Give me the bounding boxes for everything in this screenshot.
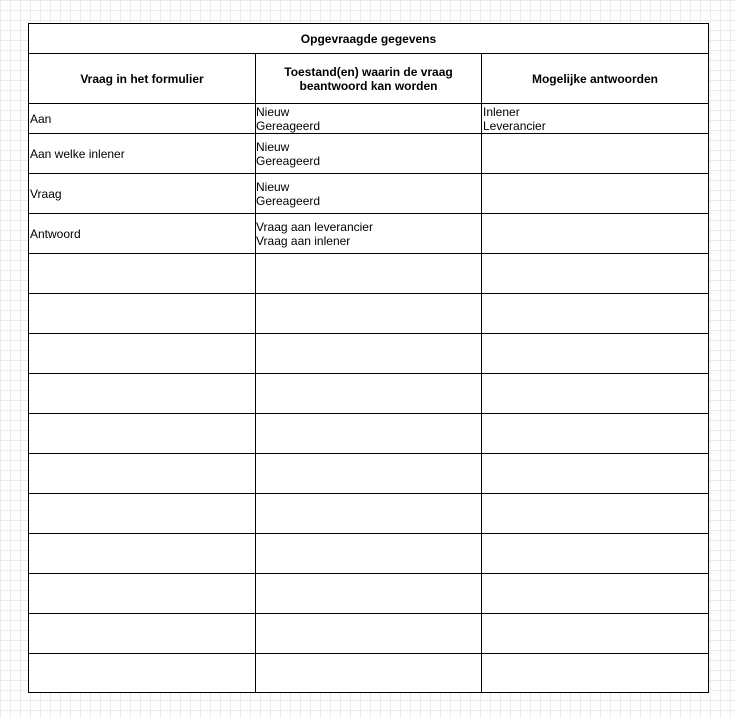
column-divider bbox=[255, 54, 256, 692]
question-cell: Aan bbox=[30, 111, 52, 126]
empty-table-row bbox=[29, 454, 708, 494]
column-header-question: Vraag in het formulier bbox=[80, 71, 204, 86]
state-item-list bbox=[256, 180, 320, 208]
state-item: Nieuw bbox=[256, 179, 290, 194]
state-item: Vraag aan leverancier bbox=[256, 219, 373, 234]
answer-item: Leverancier bbox=[483, 118, 546, 133]
column-header-answers: Mogelijke antwoorden bbox=[531, 71, 658, 86]
state-item: Nieuw bbox=[256, 139, 290, 154]
table-row bbox=[29, 174, 708, 214]
state-item-list bbox=[256, 220, 373, 248]
empty-table-row bbox=[29, 494, 708, 534]
empty-table-row bbox=[29, 614, 708, 654]
question-cell: Aan welke inlener bbox=[30, 146, 125, 161]
state-item: Gereageerd bbox=[256, 193, 321, 208]
answer-item: Inlener bbox=[483, 104, 520, 119]
states-cell bbox=[255, 174, 482, 213]
empty-table-row bbox=[29, 294, 708, 334]
table-title: Opgevraagde gegevens bbox=[29, 24, 708, 54]
state-item-list bbox=[256, 140, 320, 168]
answers-cell bbox=[482, 134, 708, 173]
answers-cell bbox=[482, 214, 708, 253]
question-cell: Antwoord bbox=[30, 226, 81, 241]
states-cell bbox=[255, 104, 482, 133]
states-cell bbox=[255, 214, 482, 253]
table-row bbox=[29, 214, 708, 254]
question-cell: Vraag bbox=[30, 186, 62, 201]
state-item: Vraag aan inlener bbox=[256, 233, 351, 248]
answers-cell bbox=[482, 174, 708, 213]
empty-table-row bbox=[29, 574, 708, 614]
state-item-list bbox=[256, 105, 320, 133]
table-body bbox=[29, 104, 708, 692]
empty-table-row bbox=[29, 254, 708, 294]
empty-table-row bbox=[29, 654, 708, 694]
empty-table-row bbox=[29, 334, 708, 374]
state-item: Gereageerd bbox=[256, 153, 321, 168]
answers-cell bbox=[482, 104, 708, 133]
table-row bbox=[29, 134, 708, 174]
states-cell bbox=[255, 134, 482, 173]
empty-table-row bbox=[29, 534, 708, 574]
table-header-row bbox=[29, 54, 708, 104]
column-divider bbox=[481, 54, 482, 692]
table-row bbox=[29, 104, 708, 134]
empty-table-row bbox=[29, 414, 708, 454]
state-item: Gereageerd bbox=[256, 118, 321, 133]
state-item: Nieuw bbox=[256, 104, 290, 119]
column-header-states: Toestand(en) waarin de vraag beantwoord kan worden bbox=[284, 64, 453, 93]
empty-table-row bbox=[29, 374, 708, 414]
requested-data-table bbox=[28, 23, 709, 693]
answer-item-list bbox=[483, 105, 546, 133]
